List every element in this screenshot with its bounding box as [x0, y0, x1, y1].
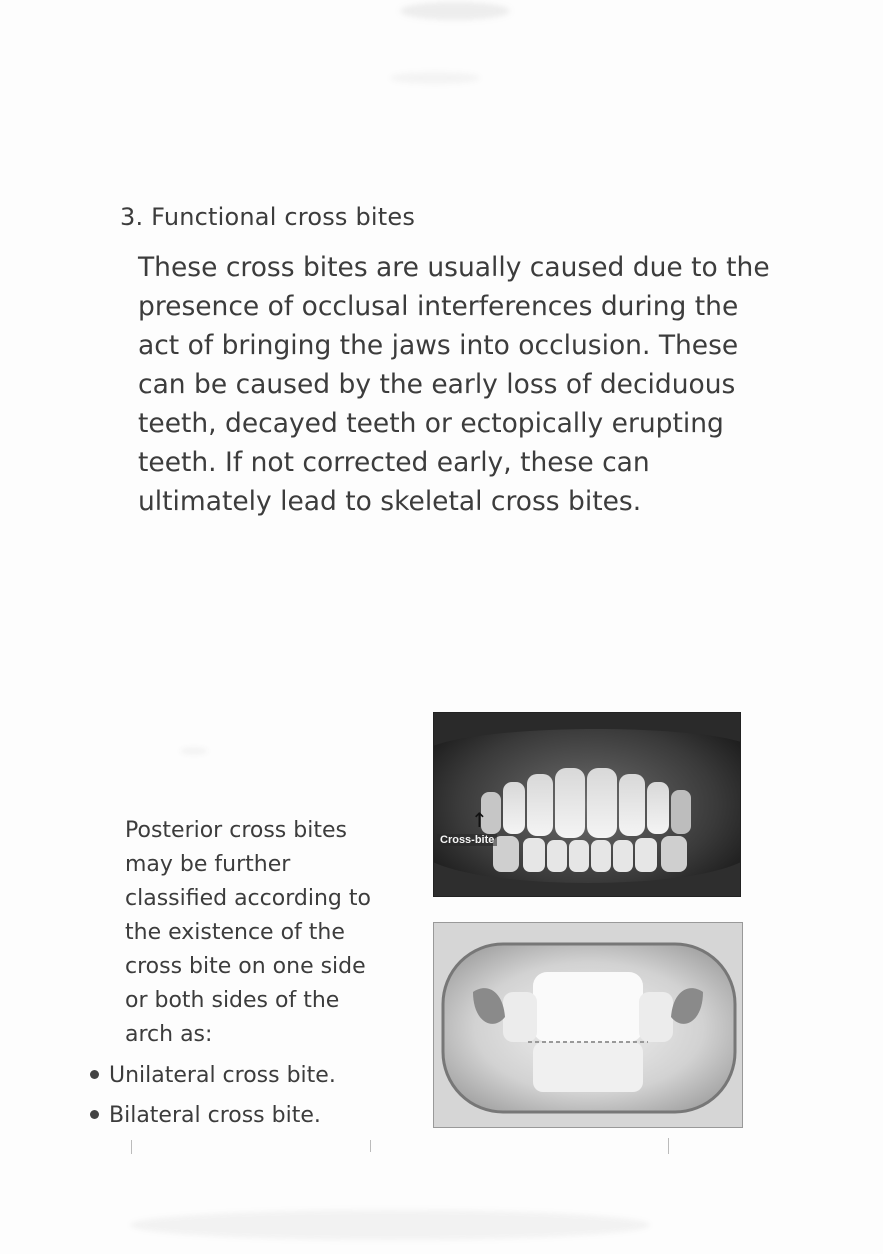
paragraph-line: teeth, decayed teeth or ectopically erupting — [138, 408, 724, 439]
scan-mark — [370, 1140, 371, 1152]
paragraph-line: teeth. If not corrected early, these can — [138, 447, 650, 478]
paragraph-line: These cross bites are usually caused due to the — [138, 252, 770, 283]
scan-mark — [668, 1138, 669, 1154]
classification-line: or both sides of the — [125, 988, 340, 1013]
paragraph-line: act of bringing the jaws into occlusion. These — [138, 330, 739, 361]
classification-line: Posterior cross bites — [125, 818, 347, 843]
scan-mark — [131, 1140, 132, 1154]
classification-line: arch as: — [125, 1022, 213, 1047]
classification-line: may be further — [125, 852, 291, 877]
crossbite-label: Cross-bite — [437, 834, 497, 846]
section-heading: 3. Functional cross bites — [120, 203, 416, 231]
bullet-icon — [90, 1070, 99, 1079]
list-item — [90, 1058, 336, 1098]
list-item — [90, 1098, 336, 1138]
section-paragraph — [138, 248, 778, 521]
classification-line: the existence of the — [125, 920, 345, 945]
crossbite-photo-top — [433, 712, 741, 897]
crossbite-photo-bottom — [433, 922, 743, 1128]
bullet-icon — [90, 1110, 99, 1119]
paragraph-line: can be caused by the early loss of deciduous — [138, 369, 736, 400]
classification-line: cross bite on one side — [125, 954, 366, 979]
teeth-photo-image — [433, 712, 741, 897]
arrow-up-icon: ↑ — [471, 808, 488, 832]
list-item-label: Bilateral cross bite. — [109, 1103, 321, 1128]
classification-line: classified according to — [125, 886, 371, 911]
crossbite-type-list — [90, 1058, 336, 1138]
classification-text — [125, 814, 371, 1052]
teeth-photo-image — [433, 922, 743, 1128]
list-item-label: Unilateral cross bite. — [109, 1063, 336, 1088]
paragraph-line: presence of occlusal interferences during the — [138, 291, 739, 322]
paragraph-line: ultimately lead to skeletal cross bites. — [138, 486, 642, 517]
